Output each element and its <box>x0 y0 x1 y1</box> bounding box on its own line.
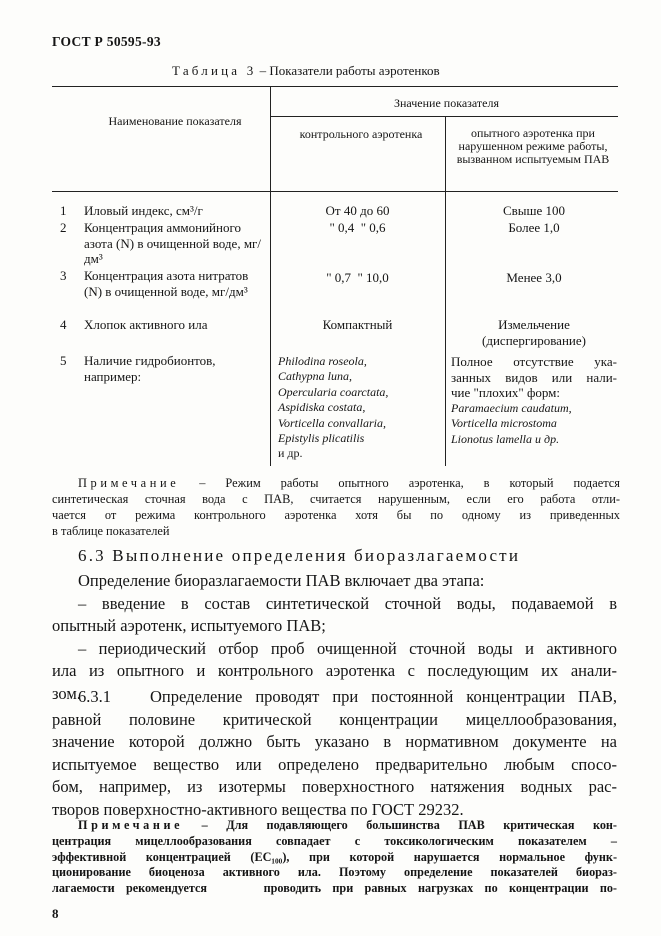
paragraph-line: творов поверхностно-активного вещества по ГОСТ 29232. <box>52 799 464 819</box>
experimental-species-cell <box>451 354 617 447</box>
document-header: ГОСТ Р 50595-93 <box>52 34 161 49</box>
row-number: 1 <box>60 203 67 218</box>
note-line: Примечание – Режим работы опытного аэротенка, в который подается <box>78 476 620 490</box>
column-header-control: контрольного аэротенка <box>299 127 423 141</box>
row-experimental-value: Менее 3,0 <box>506 270 562 285</box>
species-item: Lionotus lamella и др. <box>451 431 560 446</box>
row-experimental-value: Измельчение (диспергирование) <box>482 317 586 348</box>
note-line: в таблице показателей <box>52 524 170 538</box>
row-name: Иловый индекс, см³/г <box>84 203 203 218</box>
row-experimental-value: Более 1,0 <box>508 220 560 235</box>
note-line: Примечание – Для подавляющего большинства ПАВ критическая кон- <box>78 818 617 832</box>
row-experimental-value: Свыше 100 <box>502 203 566 218</box>
control-species-list <box>278 354 443 462</box>
species-item: Aspidiska costata, <box>278 400 366 415</box>
cell-line: Полное отсутствие ука- <box>451 354 617 369</box>
row-control-value: От 40 до 60 <box>325 203 390 218</box>
note-label: Примечание <box>78 818 184 832</box>
row-number: 2 <box>60 220 67 235</box>
paragraph-line: равной половине критической концентрации мицеллообразования, <box>52 709 617 729</box>
row-number: 3 <box>60 268 67 283</box>
row-number: 5 <box>60 353 67 368</box>
row-number: 4 <box>60 317 67 332</box>
table-caption-label: Таблица 3 <box>172 63 257 78</box>
paragraph-line: бом, например, из изотермы поверхностного натяжения водных рас- <box>52 777 617 796</box>
table-caption-text: – Показатели работы аэротенков <box>256 63 440 78</box>
paragraph-6-3-1 <box>52 686 617 821</box>
species-item: и др. <box>278 446 303 461</box>
species-item: Cathypna luna, <box>278 369 352 384</box>
paragraph-line: Определение биоразлагаемости ПАВ включает два этапа: <box>78 571 485 590</box>
row-control-value: " 0,7 " 10,0 <box>326 270 389 285</box>
page-number: 8 <box>52 906 59 921</box>
row-control-value: Компактный <box>322 317 393 332</box>
paragraph-line: ила из опытного и контрольного аэротенка с последующим их анали- <box>52 661 617 680</box>
row-name: Концентрация аммонийного азота (N) в очищенной воде, мг/дм³ <box>84 220 261 267</box>
row-control-value: " 0,4 " 0,6 <box>329 220 386 235</box>
note-label: Примечание <box>78 476 180 490</box>
note-line: центрация мицеллообразования совпадает с токсикологическим показателем – <box>52 833 617 848</box>
note-line: ционирование биоценоза активного ила. Поэтому определение показателей биораз- <box>52 865 617 880</box>
note-line: синтетическая сточная вода с ПАВ, считается нарушенным, если его работа отли- <box>52 492 620 506</box>
paragraph-line: значение которой должно быть указано в нормативном документе на <box>52 732 617 751</box>
species-item: Opercularia coarctata, <box>278 384 389 399</box>
row-name: Хлопок активного ила <box>84 317 208 332</box>
paragraph-line: – периодический отбор проб очищенной сточной воды и активного <box>78 638 617 658</box>
section-heading: 6.3 Выполнение определения биоразлагаемости <box>78 546 521 565</box>
species-item: Epistylis plicatilis <box>278 431 365 446</box>
column-header-name: Наименование показателя <box>108 114 242 128</box>
cell-line: занных видов или нали- <box>451 369 617 385</box>
cell-line: чие "плохих" форм: <box>451 385 561 401</box>
paragraph-stages <box>52 570 617 705</box>
paragraph-line: – введение в состав синтетической сточной воды, подаваемой в <box>78 593 617 613</box>
column-header-experimental: опытного аэротенка при нарушенном режиме работы, вызванном испытуемым ПАВ <box>456 126 610 166</box>
note-line: лагаемости рекомендуется проводить при равных нагрузках по концентрации по- <box>52 881 617 896</box>
note-line: чается от режима контрольного аэротенка хотя бы по одному из приведенных <box>52 508 620 522</box>
row-name: Концентрация азота нитратов (N) в очищенной воде, мг/дм³ <box>84 268 249 299</box>
species-item: Philodina roseola, <box>278 354 367 368</box>
note-line: эффективной концентрацией (EC₁₀₀), при которой нарушается нормальное функ- <box>52 849 617 864</box>
paragraph-line: зом. <box>52 683 81 703</box>
paragraph-line: 6.3.1 Определение проводят при постоянной концентрации ПАВ, <box>78 687 617 706</box>
row-name: Наличие гидробионтов, например: <box>84 353 216 384</box>
species-item: Paramaecium caudatum, <box>451 400 572 415</box>
species-item: Vorticella microstoma <box>451 416 557 431</box>
table-note <box>52 475 620 539</box>
paragraph-line: испытуемое вещество или определено предварительно любым спосо- <box>52 754 617 774</box>
footnote <box>52 818 617 897</box>
table-caption <box>172 63 440 79</box>
paragraph-line: опытный аэротенк, испытуемого ПАВ; <box>52 616 326 635</box>
column-header-value: Значение показателя <box>393 96 500 110</box>
species-item: Vorticella convallaria, <box>278 415 386 430</box>
